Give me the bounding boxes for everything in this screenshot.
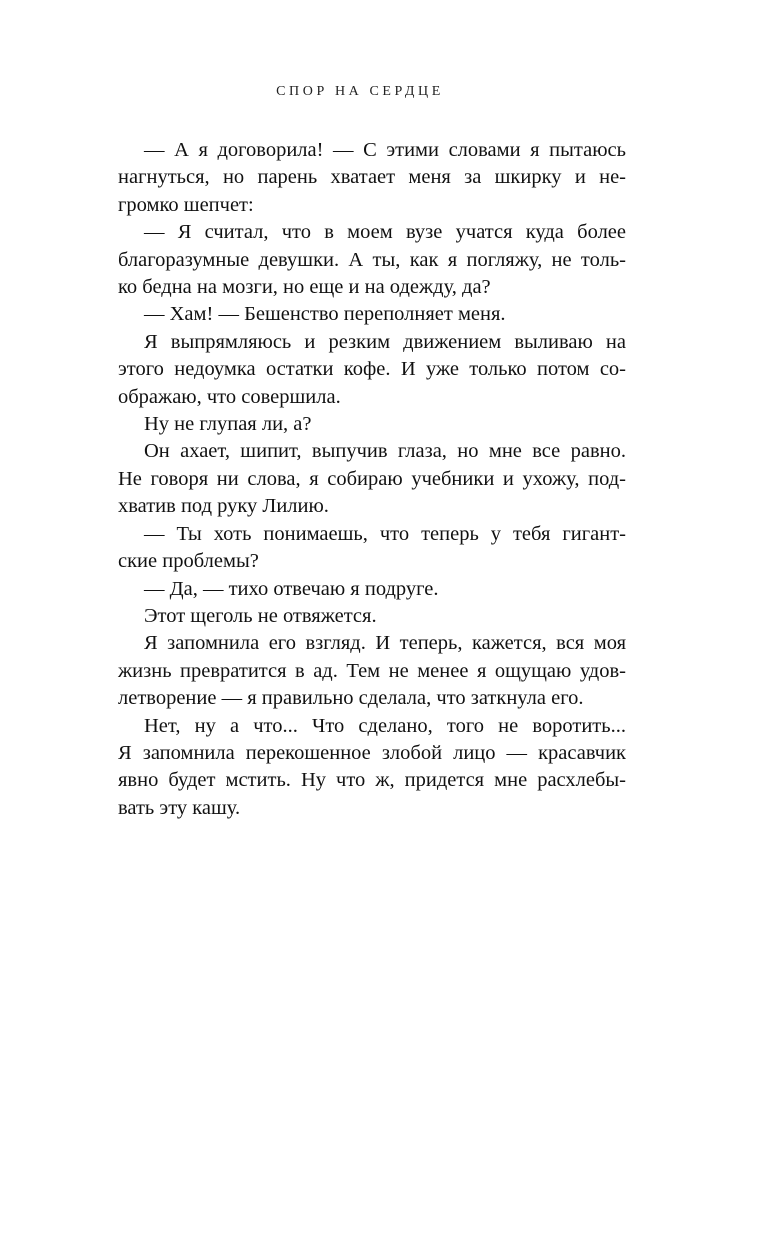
text-line: — А я договорила! — С этими словами я пытаюсь bbox=[144, 139, 626, 161]
text-line: Этот щеголь не отвяжется. bbox=[144, 604, 377, 627]
text-line: громко шепчет: bbox=[118, 193, 254, 216]
text-line: Он ахает, шипит, выпучив глаза, но мне все равно. bbox=[144, 440, 626, 463]
text-line: — Да, — тихо отвечаю я подруге. bbox=[144, 577, 439, 600]
body-text bbox=[118, 137, 626, 822]
text-line: ские проблемы? bbox=[118, 550, 259, 573]
text-line: явно будет мстить. Ну что ж, придется мне расхлебы- bbox=[118, 769, 626, 792]
text-line: этого недоумка остатки кофе. И уже только потом со- bbox=[118, 358, 626, 381]
running-head: СПОР НА СЕРДЦЕ bbox=[276, 84, 444, 99]
text-line: летворение — я правильно сделала, что заткнула его. bbox=[118, 687, 584, 710]
text-line: ко бедна на мозги, но еще и на одежду, да? bbox=[118, 276, 491, 299]
text-line: жизнь превратится в ад. Тем не менее я ощущаю удов- bbox=[118, 659, 626, 682]
text-line: нагнуться, но парень хватает меня за шкирку и не- bbox=[118, 166, 626, 189]
text-line: Не говоря ни слова, я собираю учебники и ухожу, под- bbox=[118, 467, 626, 490]
text-line: хватив под руку Лилию. bbox=[118, 495, 329, 518]
text-line: Ну не глупая ли, а? bbox=[144, 413, 312, 436]
text-line: — Ты хоть понимаешь, что теперь у тебя гигант- bbox=[144, 522, 626, 545]
text-line: Нет, ну а что... Что сделано, того не воротить... bbox=[144, 714, 626, 737]
text-line: благоразумные девушки. А ты, как я погляжу, не толь- bbox=[118, 248, 626, 271]
text-line: Я запомнила перекошенное злобой лицо — красавчик bbox=[118, 741, 626, 764]
text-line: — Я считал, что в моем вузе учатся куда более bbox=[144, 221, 626, 244]
text-line: Я выпрямляюсь и резким движением выливаю на bbox=[144, 330, 626, 353]
text-line: Я запомнила его взгляд. И теперь, кажется, вся моя bbox=[144, 632, 626, 655]
text-line: ображаю, что совершила. bbox=[118, 385, 341, 408]
text-line: вать эту кашу. bbox=[118, 796, 241, 819]
text-line: — Хам! — Бешенство переполняет меня. bbox=[144, 303, 506, 326]
